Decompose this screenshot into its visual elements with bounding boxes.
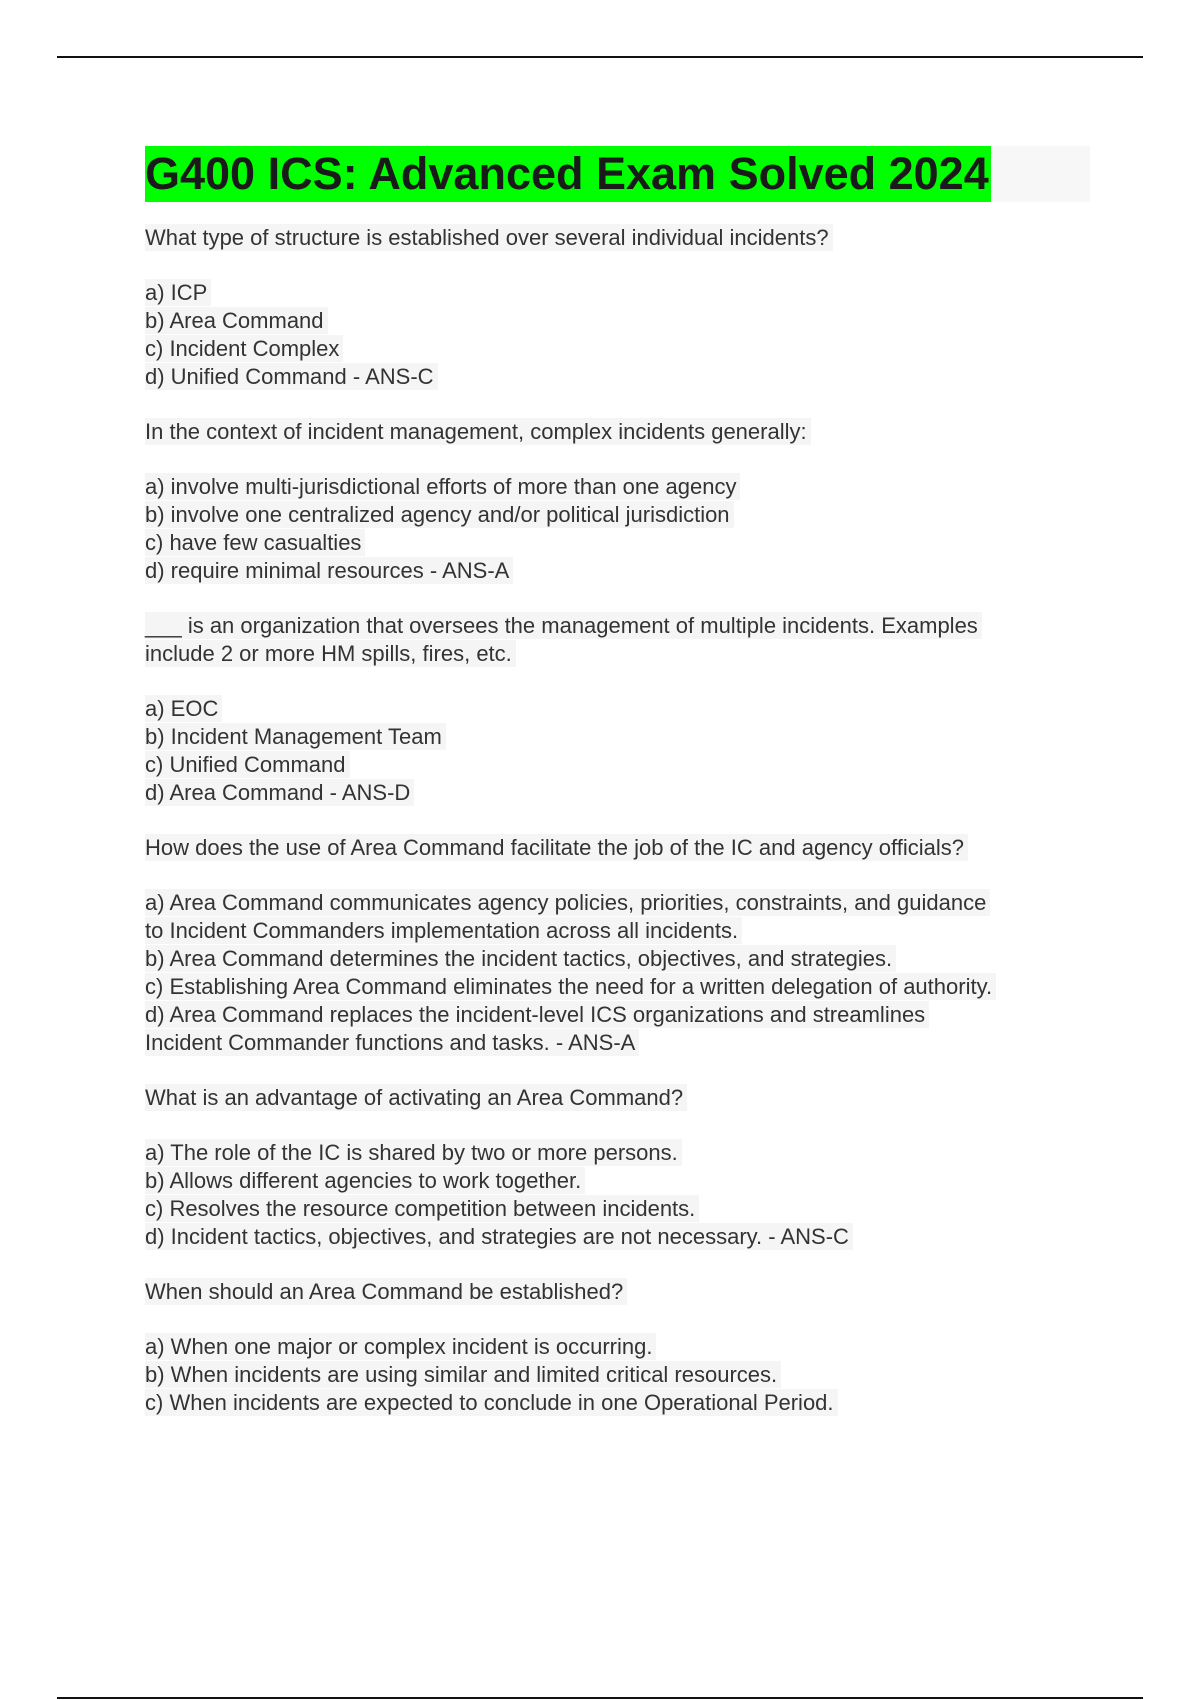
question-block [145, 1278, 1090, 1417]
answer-option: Incident Commander functions and tasks. - ANS-A [145, 1029, 639, 1056]
answer-option: d) Area Command - ANS-D [145, 779, 414, 806]
question-text: What is an advantage of activating an Area Command? [145, 1084, 687, 1111]
answer-option: c) When incidents are expected to conclude in one Operational Period. [145, 1389, 838, 1416]
answer-option: a) When one major or complex incident is occurring. [145, 1333, 656, 1360]
answer-option: to Incident Commanders implementation across all incidents. [145, 917, 742, 944]
question-text: ___ is an organization that oversees the management of multiple incidents. Examples [145, 612, 982, 639]
answer-option: c) Unified Command [145, 751, 350, 778]
answer-option: a) EOC [145, 695, 222, 722]
question-text: What type of structure is established over several individual incidents? [145, 224, 833, 251]
answer-option: c) have few casualties [145, 529, 365, 556]
answer-option: c) Establishing Area Command eliminates the need for a written delegation of authority. [145, 973, 996, 1000]
question-text: include 2 or more HM spills, fires, etc. [145, 640, 516, 667]
question-block [145, 1084, 1090, 1251]
answer-option: b) Area Command [145, 307, 328, 334]
bottom-divider [57, 1697, 1143, 1699]
answer-option: b) Area Command determines the incident tactics, objectives, and strategies. [145, 945, 896, 972]
answer-option: c) Incident Complex [145, 335, 343, 362]
answer-option: a) involve multi-jurisdictional efforts of more than one agency [145, 473, 740, 500]
answer-option: b) Incident Management Team [145, 723, 446, 750]
answer-option: d) Incident tactics, objectives, and strategies are not necessary. - ANS-C [145, 1223, 853, 1250]
question-text: In the context of incident management, complex incidents generally: [145, 418, 811, 445]
question-block [145, 418, 1090, 585]
answer-option: d) require minimal resources - ANS-A [145, 557, 513, 584]
answer-option: c) Resolves the resource competition between incidents. [145, 1195, 699, 1222]
question-block [145, 612, 1090, 807]
question-text: How does the use of Area Command facilitate the job of the IC and agency officials? [145, 834, 968, 861]
question-text: When should an Area Command be established? [145, 1278, 627, 1305]
answer-option: a) ICP [145, 279, 211, 306]
question-block [145, 834, 1090, 1057]
document-title: G400 ICS: Advanced Exam Solved 2024 [145, 146, 991, 202]
answer-option: b) Allows different agencies to work together. [145, 1167, 585, 1194]
title-band [145, 146, 1090, 202]
answer-option: a) Area Command communicates agency policies, priorities, constraints, and guidance [145, 889, 990, 916]
answer-option: b) When incidents are using similar and limited critical resources. [145, 1361, 781, 1388]
question-block [145, 224, 1090, 391]
answer-option: b) involve one centralized agency and/or political jurisdiction [145, 501, 734, 528]
answer-option: a) The role of the IC is shared by two or more persons. [145, 1139, 682, 1166]
answer-option: d) Unified Command - ANS-C [145, 363, 438, 390]
answer-option: d) Area Command replaces the incident-level ICS organizations and streamlines [145, 1001, 929, 1028]
document-body [145, 146, 1090, 1444]
top-divider [57, 56, 1143, 58]
